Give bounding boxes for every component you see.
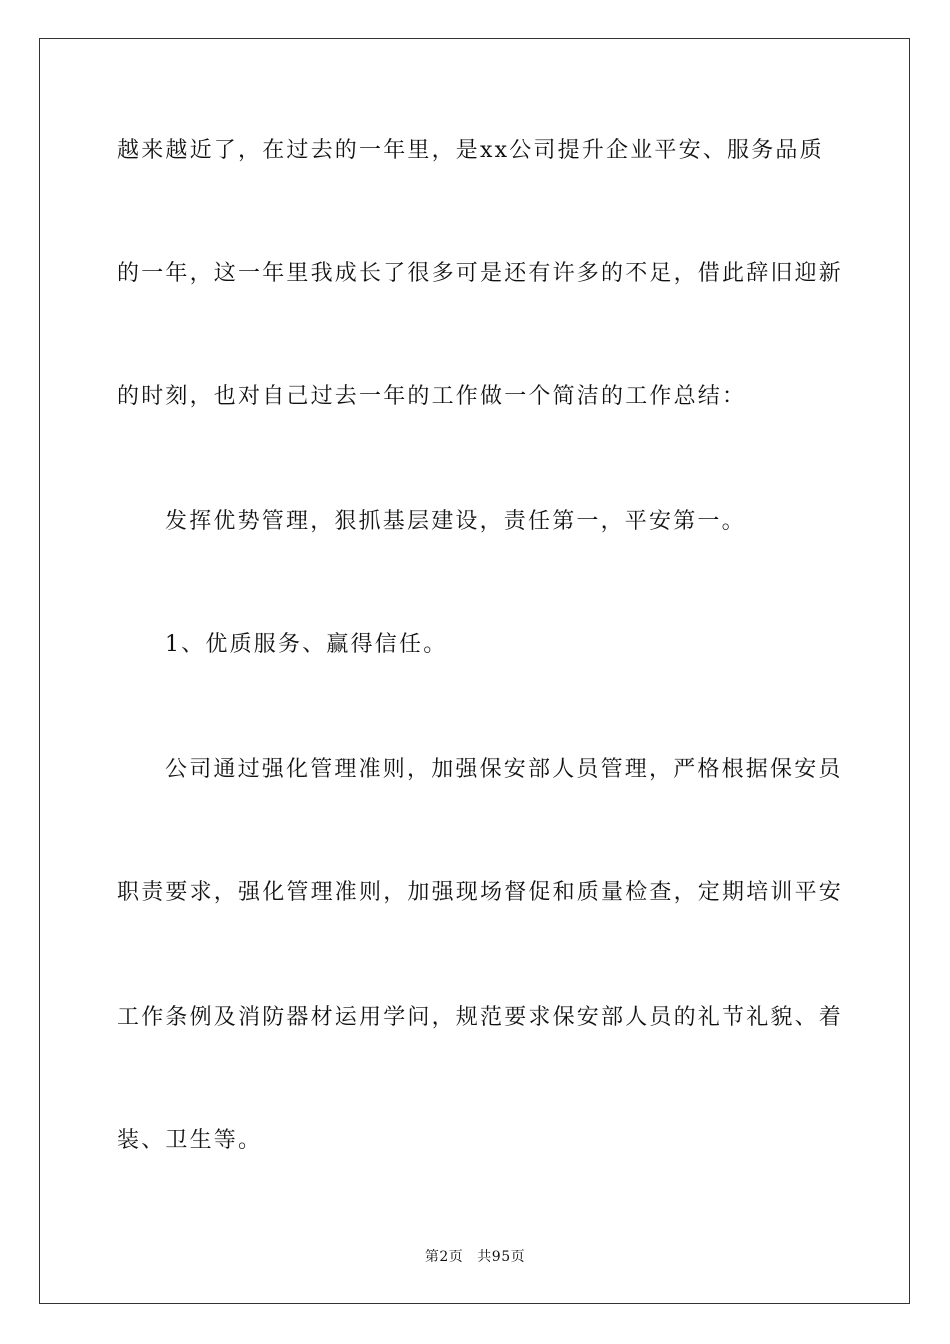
- body-text-line: 越来越近了，在过去的一年里，是xx公司提升企业平安、服务品质: [117, 138, 824, 163]
- body-text-line: 工作条例及消防器材运用学问，规范要求保安部人员的礼节礼貌、着: [117, 1005, 844, 1030]
- body-text-line: 装、卫生等。: [117, 1128, 263, 1153]
- current-page-label: 第2页: [424, 1249, 464, 1265]
- body-text-line: 公司通过强化管理准则，加强保安部人员管理，严格根据保安员: [165, 757, 843, 782]
- subsection-heading: 1、优质服务、赢得信任。: [165, 632, 448, 657]
- body-text-line: 职责要求，强化管理准则，加强现场督促和质量检查，定期培训平安: [117, 880, 844, 905]
- page-border: [39, 38, 910, 1304]
- body-text-line: 的时刻，也对自己过去一年的工作做一个简洁的工作总结：: [117, 384, 747, 409]
- page-footer: [0, 1247, 950, 1267]
- section-heading: 发挥优势管理，狠抓基层建设，责任第一，平安第一。: [165, 509, 746, 534]
- total-pages-label: 共95页: [477, 1249, 526, 1265]
- body-text-line: 的一年，这一年里我成长了很多可是还有许多的不足，借此辞旧迎新: [117, 261, 844, 286]
